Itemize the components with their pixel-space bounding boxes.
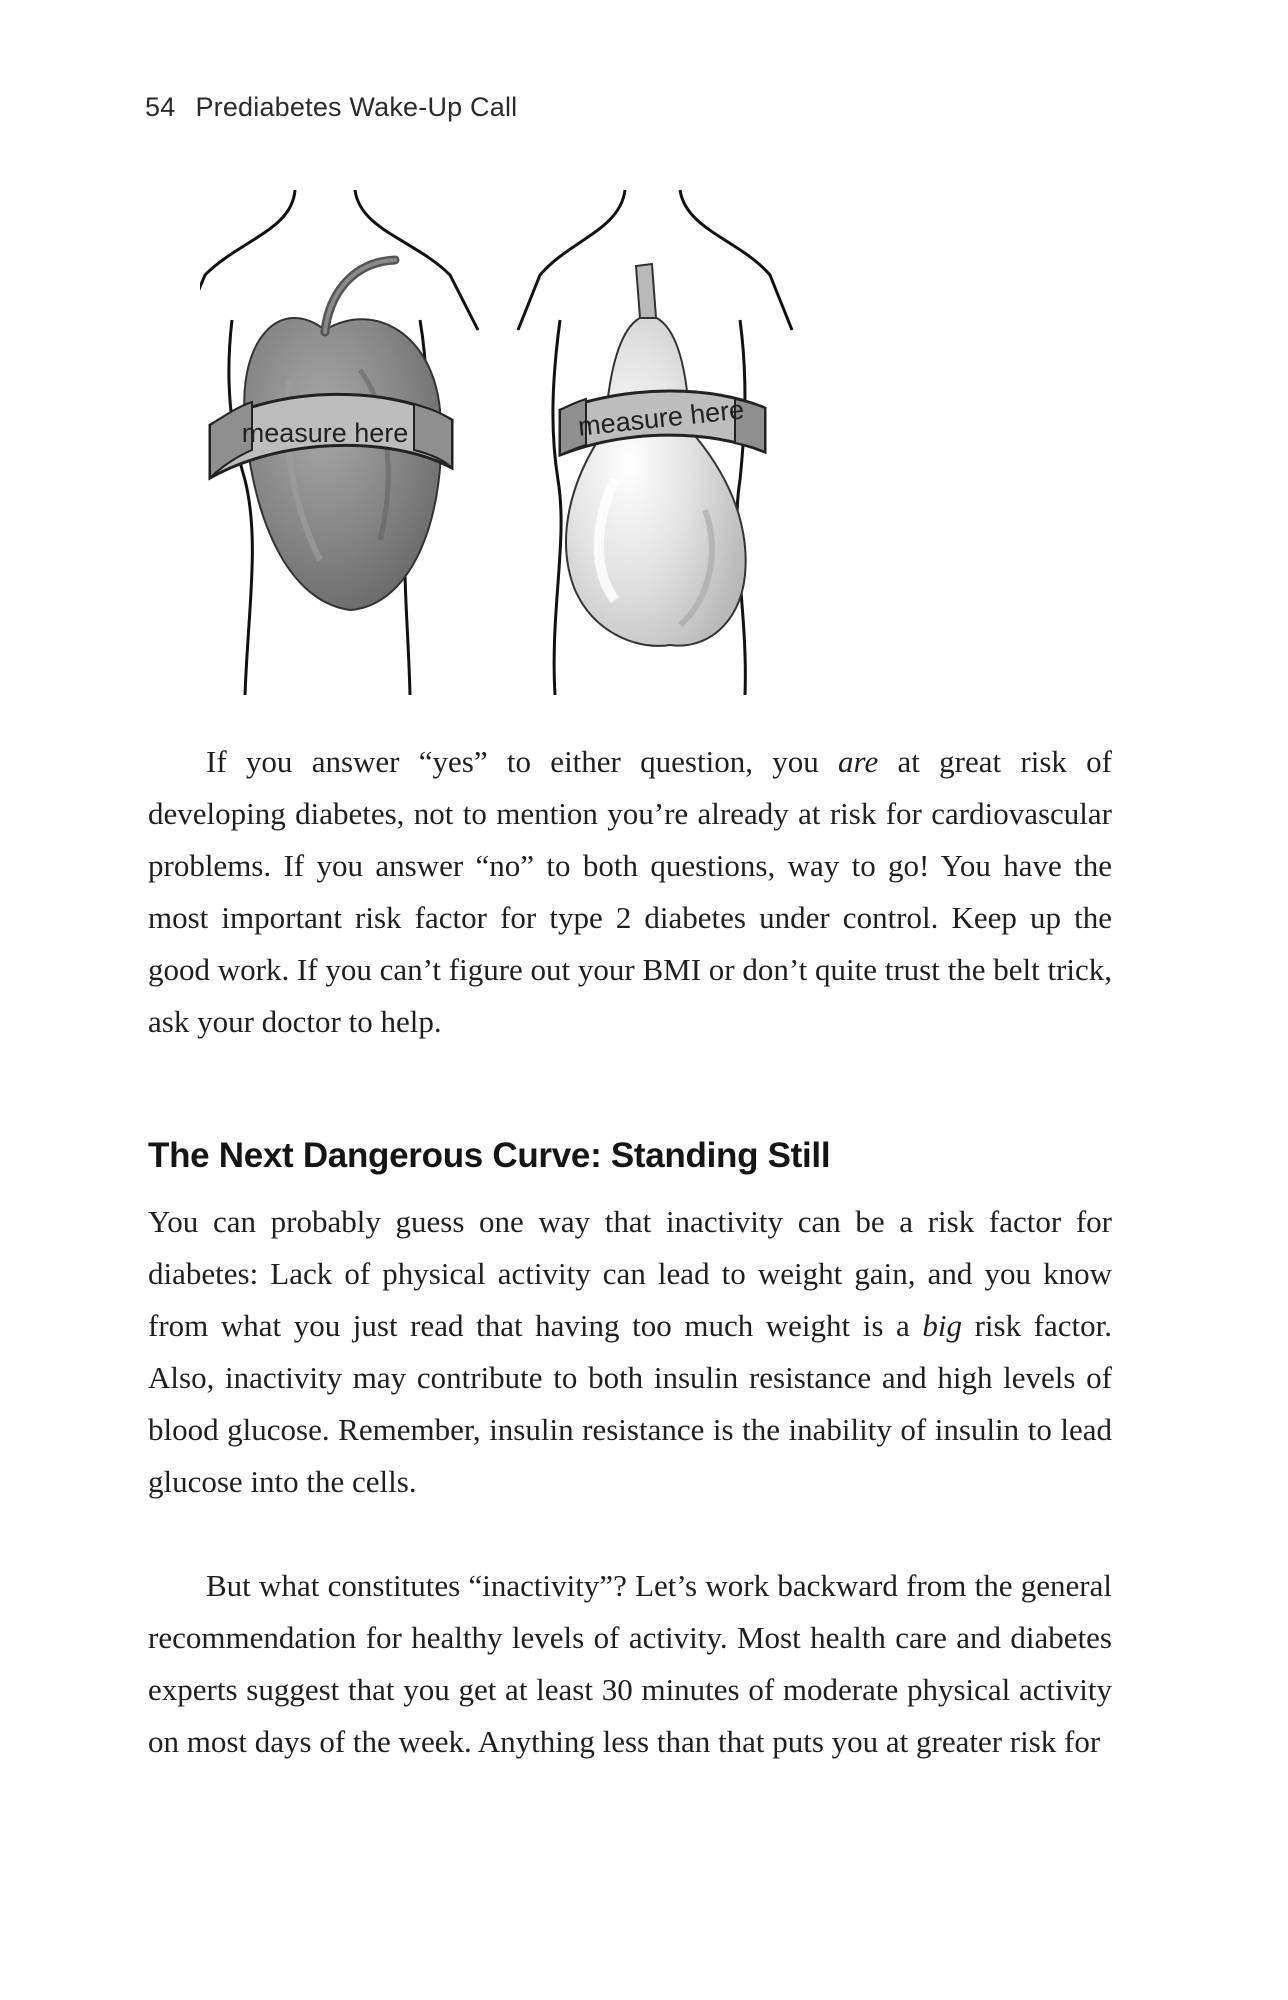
emphasis-text: big	[922, 1308, 962, 1343]
running-head	[145, 92, 517, 123]
page-number: 54	[145, 92, 176, 122]
paragraph-activity-recommendation	[148, 1560, 1112, 1768]
book-title: Prediabetes Wake-Up Call	[195, 92, 518, 122]
paragraph-text: But what constitutes “inactivity”? Let’s work backward from the general recommendation for healthy levels of activity. Most health care and diabetes experts suggest that you get at least 30 minutes of moderate physical activity on most days of the week. Anything less than that puts you at greater risk for	[148, 1568, 1112, 1759]
paragraph-inactivity	[148, 1196, 1112, 1508]
pear-body-figure	[518, 190, 792, 695]
section-heading: The Next Dangerous Curve: Standing Still	[148, 1136, 831, 1175]
emphasis-text: are	[838, 744, 879, 779]
body-shape-illustration	[200, 180, 1030, 710]
right-measure-label: measure here	[576, 394, 746, 442]
left-measure-label: measure here	[241, 418, 409, 448]
apple-body-figure	[200, 190, 478, 695]
paragraph-text: risk factor. Also, inactivity may contribute to both insulin resistance and high levels of blood glucose. Remember, insulin resistance is the inability of insulin to lead glucose into the cells.	[148, 1308, 1112, 1499]
pear-icon	[566, 264, 746, 646]
paragraph-text: You can probably guess one way that inactivity can be a risk factor for diabetes: Lack of physical activity can lead to weight gain, and you know from what you just read that having too much weight is a	[148, 1204, 1112, 1343]
paragraph-risk-answer	[148, 736, 1112, 1048]
paragraph-text: at great risk of developing diabetes, not to mention you’re already at risk for cardiovascular problems. If you answer “no” to both questions, way to go! You have the most important risk factor for type 2 diabetes under control. Keep up the good work. If you can’t figure out your BMI or don’t quite trust the belt trick, ask your doctor to help.	[148, 744, 1112, 1039]
paragraph-text: If you answer “yes” to either question, you	[206, 744, 839, 779]
